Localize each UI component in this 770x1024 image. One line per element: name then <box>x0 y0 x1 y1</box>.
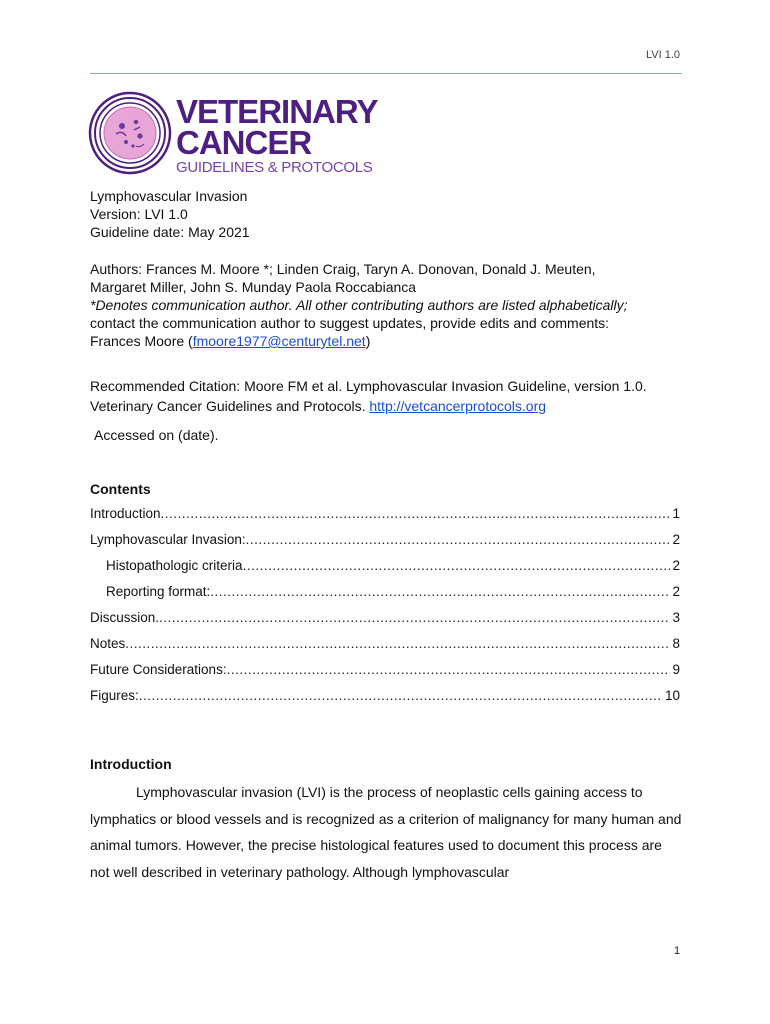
toc-page: 3 <box>672 609 680 625</box>
contact-name: Frances Moore ( <box>90 333 193 349</box>
toc-label: Figures: <box>90 687 139 703</box>
table-of-contents <box>90 500 680 708</box>
header-version-label: LVI 1.0 <box>645 49 680 61</box>
toc-leader <box>159 610 670 625</box>
toc-label: Notes <box>90 635 126 651</box>
guideline-date: Guideline date: May 2021 <box>90 224 250 240</box>
document-meta <box>90 187 250 241</box>
toc-leader <box>161 506 671 521</box>
toc-item-lymphovascular-invasion[interactable] <box>90 526 680 552</box>
toc-item-notes[interactable] <box>90 630 680 656</box>
citation-text: Recommended Citation: Moore FM et al. Lymphovascular Invasion Guideline, version 1.0. Veterinary Cancer Guidelines and Protocols. <box>90 378 647 414</box>
toc-page: 2 <box>672 531 680 547</box>
document-title: Lymphovascular Invasion <box>90 188 248 204</box>
toc-page: 8 <box>672 635 680 651</box>
toc-item-future-considerations[interactable] <box>90 656 680 682</box>
logo-circle-icon <box>88 90 178 180</box>
contact-close: ) <box>365 333 371 349</box>
page-number: 1 <box>674 945 681 957</box>
veterinary-cancer-logo <box>88 90 388 180</box>
toc-page: 1 <box>672 505 680 521</box>
authors-block <box>90 260 690 350</box>
toc-label: Introduction <box>90 505 161 521</box>
toc-page: 2 <box>672 583 680 599</box>
toc-item-histopathologic-criteria[interactable] <box>90 552 680 578</box>
toc-item-figures[interactable] <box>90 682 680 708</box>
authors-line-1: Authors: Frances M. Moore *; Linden Craig, Taryn A. Donovan, Donald J. Meuten, <box>90 261 596 277</box>
introduction-heading: Introduction <box>90 756 172 772</box>
citation-accessed: Accessed on (date). <box>94 427 219 443</box>
introduction-paragraph: Lymphovascular invasion (LVI) is the process of neoplastic cells gaining access to lymphatics or blood vessels and is recognized as a criterion of malignancy for many human and animal tumors. However, the precise histological features used to document this process are not well described in veterinary pathology. Although lymphovascular <box>90 784 682 880</box>
authors-line-2: Margaret Miller, John S. Munday Paola Roccabianca <box>90 279 417 295</box>
contents-heading: Contents <box>90 481 151 497</box>
introduction-body <box>90 779 682 885</box>
toc-page: 10 <box>664 687 680 703</box>
toc-item-introduction[interactable] <box>90 500 680 526</box>
logo-line-cancer: CANCER <box>176 124 312 161</box>
citation-url-link[interactable]: http://vetcancerprotocols.org <box>369 398 547 414</box>
toc-page: 9 <box>672 661 680 677</box>
toc-leader <box>139 688 663 703</box>
toc-leader <box>227 662 671 677</box>
toc-label: Discussion. <box>90 609 160 625</box>
document-version: Version: LVI 1.0 <box>90 206 188 222</box>
toc-page: 2 <box>672 557 680 573</box>
logo-line-veterinary: VETERINARY <box>176 93 378 130</box>
toc-item-discussion[interactable] <box>90 604 680 630</box>
toc-leader <box>243 558 671 573</box>
toc-leader <box>246 532 671 547</box>
authors-contact-line <box>90 332 690 350</box>
header-rule <box>90 73 682 74</box>
toc-item-reporting-format[interactable] <box>90 578 680 604</box>
authors-contact: contact the communication author to suggest updates, provide edits and comments: <box>90 315 610 331</box>
toc-label: Lymphovascular Invasion: <box>90 531 246 547</box>
toc-label: Reporting format: <box>106 583 211 599</box>
contact-email-link[interactable]: fmoore1977@centurytel.net <box>192 333 366 349</box>
toc-leader <box>125 636 670 651</box>
toc-label: Histopathologic criteria <box>106 557 243 573</box>
authors-note: *Denotes communication author. All other contributing authors are listed alphabetically; <box>90 297 628 313</box>
recommended-citation <box>90 376 690 416</box>
toc-label: Future Considerations: <box>90 661 227 677</box>
logo-line-guidelines: GUIDELINES & PROTOCOLS <box>176 159 373 176</box>
toc-leader <box>210 584 670 599</box>
